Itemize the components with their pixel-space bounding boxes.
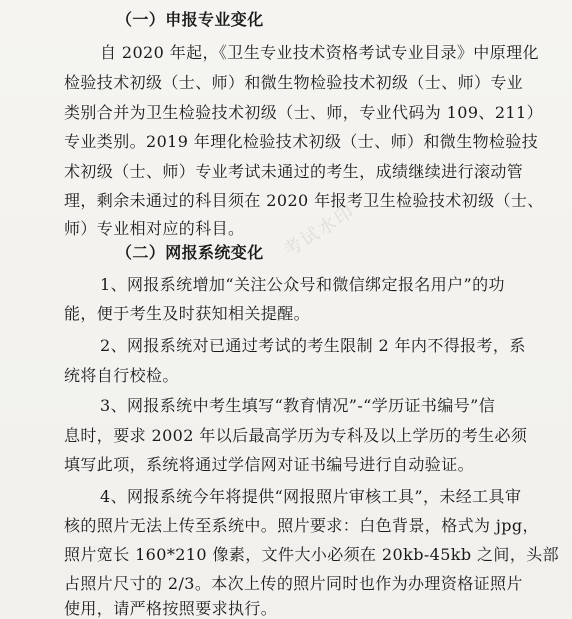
paragraph-line: 术初级（士、师）专业考试未通过的考生，成绩继续进行滚动管 (64, 162, 524, 181)
section-heading-1: （一）申报专业变化 (116, 10, 264, 29)
paragraph-line: 统将自行校检。 (64, 366, 179, 385)
paragraph-line: 2、网报系统对已通过考试的考生限制 2 年内不得报考，系 (100, 336, 526, 355)
paragraph-line: 使用，请严格按照要求执行。 (64, 599, 278, 618)
paragraph-line: 息时，要求 2002 年以后最高学历为专科及以上学历的考生必须 (64, 426, 528, 445)
paragraph-line: 检验技术初级（士、师）和微生物检验技术初级（士、师）专业 (64, 73, 524, 92)
paragraph-line: 核的照片无法上传至系统中。照片要求：白色背景，格式为 jpg， (64, 516, 539, 535)
paragraph-line: 1、网报系统增加“关注公众号和微信绑定报名用户”的功 (100, 275, 505, 294)
paragraph-line: 照片宽长 160*210 像素，文件大小必须在 20kb-45kb 之间，头部 (64, 545, 560, 564)
paragraph-line: 类别合并为卫生检验技术初级（士、师，专业代码为 109、211） (64, 103, 543, 122)
paragraph-line: 填写此项，系统将通过学信网对证书编号进行自动验证。 (64, 455, 475, 474)
paragraph-line: 自 2020 年起，《卫生专业技术资格考试专业目录》中原理化 (100, 43, 539, 62)
paragraph-line: 4、网报系统今年将提供“网报照片审核工具”，未经工具审 (100, 487, 522, 506)
watermark: 考试水印 (280, 200, 360, 262)
paragraph-line: 能，便于考生及时获知相关提醒。 (64, 304, 311, 323)
paragraph-line: 占照片尺寸的 2/3。本次上传的照片同时也作为办理资格证照片 (64, 574, 523, 593)
section-heading-2: （二）网报系统变化 (116, 243, 264, 262)
paragraph-line: 3、网报系统中考生填写“教育情况”-“学历证书编号”信 (100, 396, 496, 415)
paragraph-line: 专业类别。2019 年理化检验技术初级（士、师）和微生物检验技 (64, 132, 539, 151)
paragraph-line: 理，剩余未通过的科目须在 2020 年报考卫生检验技术初级（士、 (64, 191, 544, 210)
paragraph-line: 师）专业相对应的科目。 (64, 219, 245, 238)
